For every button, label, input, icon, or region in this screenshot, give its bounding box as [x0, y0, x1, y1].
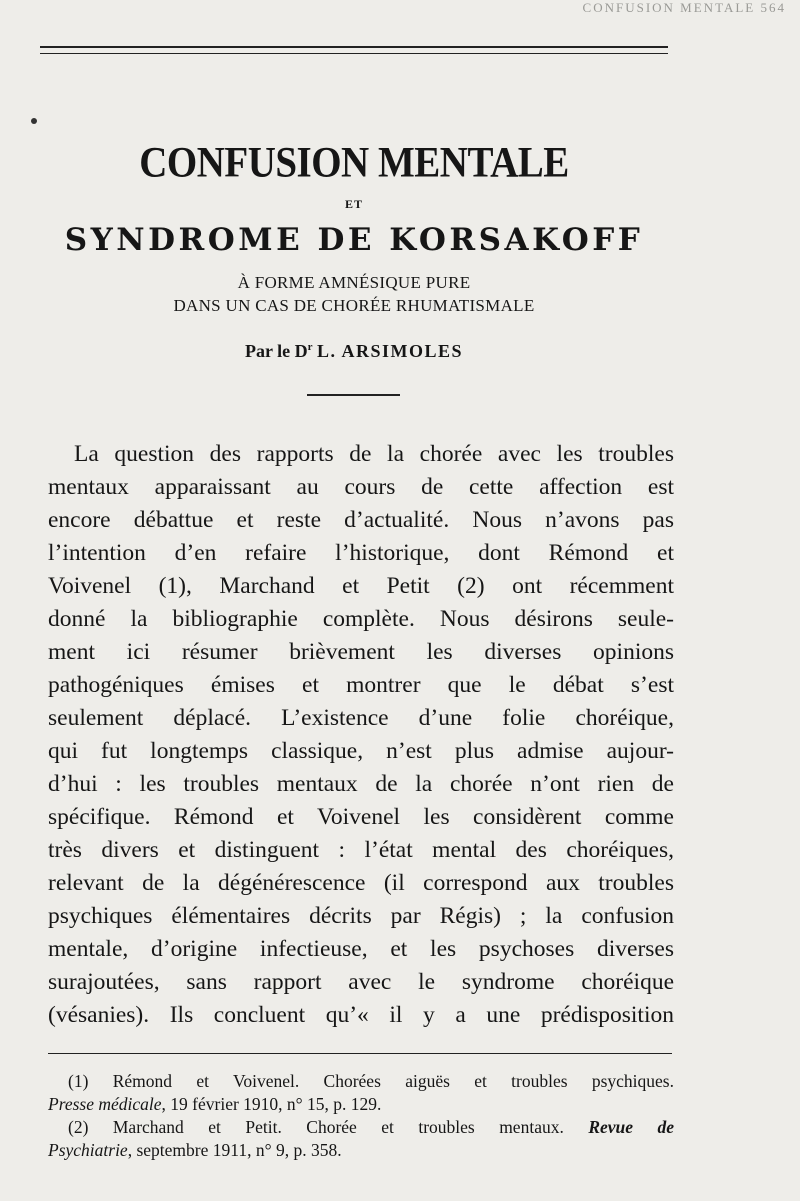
body-line: l’intention d’en refaire l’historique, dont Rémond et	[48, 540, 674, 566]
body-line: seulement déplacé. L’existence d’une folie choréique,	[48, 705, 674, 731]
footnote-2-journal-end: Psychiatrie	[48, 1140, 128, 1160]
title-separator-rule	[307, 394, 400, 396]
article-body	[48, 438, 674, 1032]
running-header-bleed: CONFUSION MENTALE 564	[582, 0, 786, 15]
footnote-1-ref: , 19 février 1910, n° 15, p. 129.	[161, 1094, 382, 1114]
body-line: encore débattue et reste d’actualité. Nous n’avons pas	[48, 507, 674, 533]
body-line: qui fut longtemps classique, n’est plus admise aujour-	[48, 738, 674, 764]
footnote-2-line-1	[48, 1116, 674, 1139]
footnote-1-journal: Presse médicale	[48, 1094, 162, 1114]
author-name: L. ARSIMOLES	[317, 341, 464, 361]
article-title: CONFUSION MENTALE	[139, 138, 569, 187]
footnote-2-journal-start: Revue de	[588, 1117, 674, 1137]
body-line: spécifique. Rémond et Voivenel les considèrent comme	[48, 804, 674, 830]
body-line: très divers et distinguent : l’état mental des choréiques,	[48, 837, 674, 863]
body-line: relevant de la dégénérescence (il correspond aux troubles	[48, 870, 674, 896]
margin-dot	[31, 118, 37, 124]
body-line: ment ici résumer brièvement les diverses opinions	[48, 639, 674, 665]
body-line: Voivenel (1), Marchand et Petit (2) ont récemment	[48, 573, 674, 599]
header-rule-thick	[40, 46, 668, 48]
header-rule-thin	[40, 53, 668, 54]
body-line: pathogéniques émises et montrer que le débat s’est	[48, 672, 674, 698]
body-line: mentaux apparaissant au cours de cette affection est	[48, 474, 674, 500]
body-line: d’hui : les troubles mentaux de la chorée n’ont rien de	[48, 771, 674, 797]
footnote-2-line-2	[48, 1139, 674, 1162]
body-line: La question des rapports de la chorée avec les troubles	[74, 441, 674, 467]
footnote-2-text: (2) Marchand et Petit. Chorée et troubles mentaux.	[68, 1117, 564, 1137]
footnote-1-line-1: (1) Rémond et Voivenel. Chorées aiguës et troubles psychiques.	[68, 1071, 674, 1091]
article-subtitle: SYNDROME DE KORSAKOFF	[64, 222, 644, 258]
footnote-2-ref: , septembre 1911, n° 9, p. 358.	[127, 1140, 342, 1160]
author-title-sup: r	[307, 341, 313, 353]
author-line	[40, 341, 668, 362]
footnotes	[48, 1070, 674, 1162]
footnote-rule	[48, 1053, 672, 1054]
subtitle-line-2: DANS UN CAS DE CHORÉE RHUMATISMALE	[173, 296, 535, 315]
body-line: (vésanies). Ils concluent qu’« il y a une prédisposition	[48, 1002, 674, 1028]
body-line: donné la bibliographie complète. Nous désirons seule-	[48, 606, 674, 632]
subtitle-line-1: À FORME AMNÉSIQUE PURE	[237, 273, 471, 292]
footnote-1-line-2	[48, 1093, 674, 1116]
body-line: psychiques élémentaires décrits par Régis) ; la confusion	[48, 903, 674, 929]
title-conjunction: ET	[344, 197, 363, 211]
body-line: surajoutées, sans rapport avec le syndrome choréique	[48, 969, 674, 995]
author-prefix: Par le D	[244, 341, 308, 361]
body-line: mentale, d’origine infectieuse, et les psychoses diverses	[48, 936, 674, 962]
